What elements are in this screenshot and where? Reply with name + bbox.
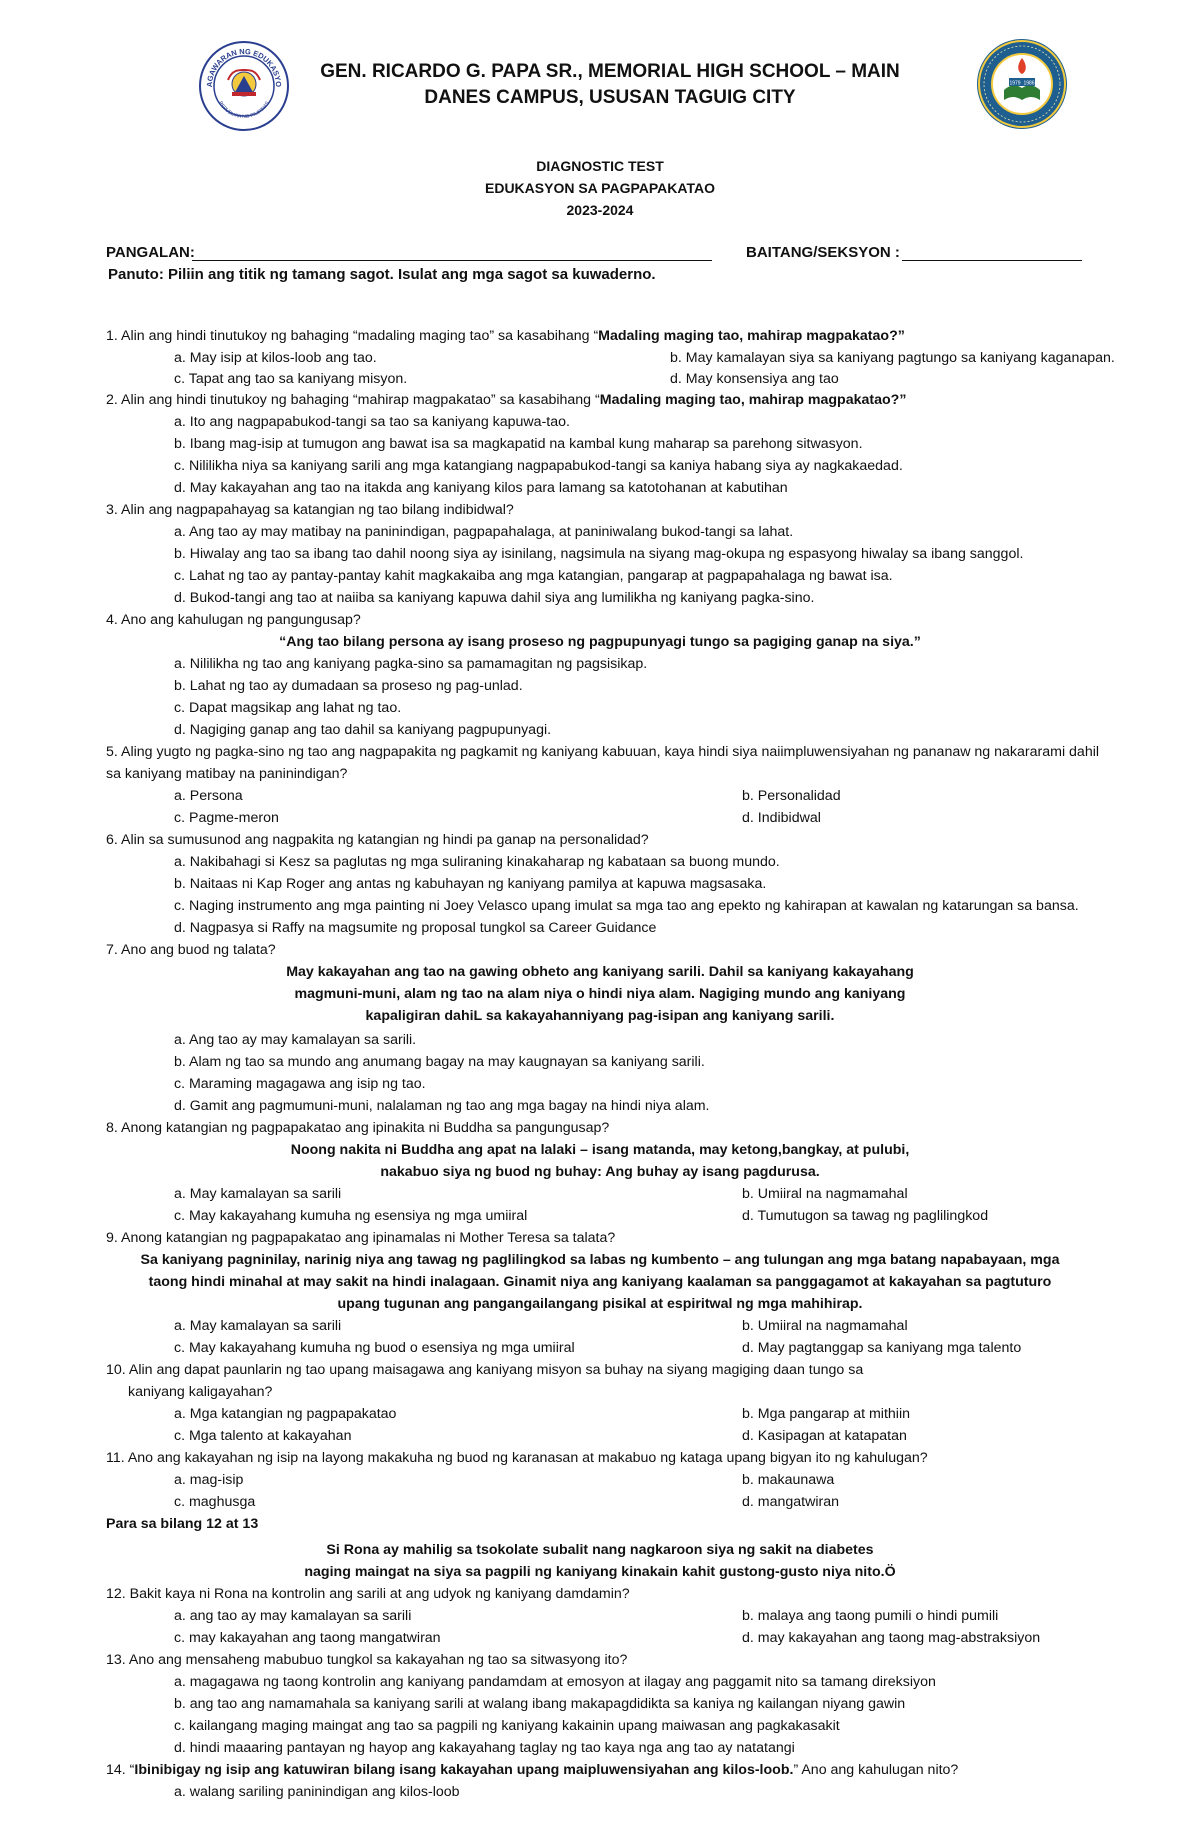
section-label: BAITANG/SEKSYON :: [746, 244, 900, 261]
answer-choice: c. kailangang maging maingat ang tao sa pagpili ng kaniyang kakainin upang maiwasan ang pagkakasakit: [174, 1718, 840, 1734]
answer-choice: c. may kakayahan ang taong mangatwiran: [174, 1630, 441, 1646]
answer-choice: b. makaunawa: [742, 1472, 835, 1488]
school-seal-logo: [976, 38, 1068, 130]
question-text: 4. Ano ang kahulugan ng pangungusap?: [106, 612, 361, 628]
answer-choice: b. malaya ang taong pumili o hindi pumili: [742, 1608, 999, 1624]
answer-choice: d. Bukod-tangi ang tao at naiiba sa kaniyang kapuwa dahil siya ang lumilikha ng kaniyang pagka-sino.: [174, 590, 815, 606]
question-text: 8. Anong katangian ng pagpapakatao ang ipinakita ni Buddha sa pangungusap?: [106, 1120, 610, 1136]
answer-choice: c. Nililikha niya sa kaniyang sarili ang mga katangiang nagpapabukod-tangi sa kaniya habang siya ay nagkakaedad.: [174, 458, 903, 474]
bold-quote: Madaling maging tao, mahirap magpakatao?”: [599, 392, 907, 408]
bold-quote: Madaling maging tao, mahirap magpakatao?”: [598, 328, 905, 344]
answer-choice: c. Naging instrumento ang mga painting ni Joey Velasco upang imulat sa mga tao ang epekto ng kahirapan at kawalan ng katarungan sa bansa.: [174, 898, 1079, 914]
answer-choice: b. ang tao ang namamahala sa kaniyang sarili at walang ibang makapagdidikta sa kaniya ng kailangan niyang gawin: [174, 1696, 906, 1712]
question-text: 9. Anong katangian ng pagpapakatao ang ipinamalas ni Mother Teresa sa talata?: [106, 1230, 616, 1246]
answer-choice: c. Maraming magagawa ang isip ng tao.: [174, 1076, 426, 1092]
school-year: 2023-2024: [566, 202, 634, 218]
quoted-passage-line: naging maingat na siya sa pagpili ng kaniyang kinakain kahit gustong-gusto niya nito.Ö: [304, 1564, 896, 1580]
answer-choice: c. Dapat magsikap ang lahat ng tao.: [174, 700, 402, 716]
svg-text:1979: 1979: [1009, 80, 1021, 87]
answer-choice: a. May kamalayan sa sarili: [174, 1186, 342, 1202]
question-segment: 2. Alin ang hindi tinutukoy ng bahaging “mahirap magpakatao” sa kasabihang “: [106, 392, 600, 408]
question-text: 12. Bakit kaya ni Rona na kontrolin ang sarili at ang udyok ng kaniyang damdamin?: [106, 1586, 630, 1602]
question-text: sa kaniyang matibay na paninindigan?: [106, 766, 348, 782]
answer-choice: d. mangatwiran: [742, 1494, 839, 1510]
answer-choice: d. Indibidwal: [742, 810, 821, 826]
name-label: PANGALAN:: [106, 244, 195, 261]
question-segment: ” Ano ang kahulugan nito?: [793, 1762, 959, 1778]
answer-choice: c. Mga talento at kakayahan: [174, 1428, 352, 1444]
answer-choice: d. May konsensiya ang tao: [670, 371, 839, 387]
answer-choice: a. magagawa ng taong kontrolin ang kaniyang pandamdam at emosyon at ilagay ang paggamit nito sa tamang direksiyon: [174, 1674, 936, 1690]
name-blank-line[interactable]: [192, 260, 712, 261]
section-blank-line[interactable]: [902, 260, 1082, 261]
answer-choice: b. May kamalayan siya sa kaniyang pagtungo sa kaniyang kaganapan.: [670, 350, 1115, 366]
answer-choice: c. maghusga: [174, 1494, 256, 1510]
quoted-passage-line: taong hindi minahal at may sakit na hindi inalagaan. Ginamit niya ang kaniyang kaalaman sa panggagamot at kakayahan sa pagtuturo: [148, 1274, 1052, 1290]
answer-choice: a. May isip at kilos-loob ang tao.: [174, 350, 377, 366]
bold-quote: Ibinibigay ng isip ang katuwiran bilang isang kakayahan upang maipluwensiyahan ang kilos-loob.: [134, 1762, 794, 1778]
answer-choice: d. May kakayahan ang tao na itakda ang kaniyang kilos para lamang sa katotohanan at kabutihan: [174, 480, 788, 496]
answer-choice: d. may kakayahan ang taong mag-abstraksiyon: [742, 1630, 1041, 1646]
answer-choice: b. Mga pangarap at mithiin: [742, 1406, 910, 1422]
test-subject: EDUKASYON SA PAGPAPAKATAO: [485, 180, 715, 196]
answer-choice: b. Naitaas ni Kap Roger ang antas ng kabuhayan ng kaniyang pamilya at kapuwa magsasaka.: [174, 876, 767, 892]
question-text: 5. Aling yugto ng pagka-sino ng tao ang nagpapakita ng pagkamit ng kaniyang kabuuan, kaya hindi siya naiimpluwensiyahan ng pananaw ng nakararami dahil: [106, 744, 1100, 760]
answer-choice: a. ang tao ay may kamalayan sa sarili: [174, 1608, 412, 1624]
answer-choice: b. Hiwalay ang tao sa ibang tao dahil noong siya ay isinilang, nagsimula na siyang mag-okupa ng espasyong hiwalay sa ibang sanggol.: [174, 546, 1024, 562]
answer-choice: a. Nakibahagi si Kesz sa paglutas ng mga suliraning kinakaharap ng kabataan sa buong mundo.: [174, 854, 780, 870]
quoted-passage-line: Sa kaniyang pagninilay, narinig niya ang tawag ng paglilingkod sa labas ng kumbento – ang tulungan ang mga batang napabayaan, mga: [140, 1252, 1060, 1268]
svg-text:KAGAWARAN NG EDUKASYON: AGAWARAN NG EDUKASYO: [204, 46, 284, 88]
answer-choice: d. Nagpasya si Raffy na magsumite ng proposal tungkol sa Career Guidance: [174, 920, 657, 936]
svg-text:1986: 1986: [1023, 80, 1035, 87]
answer-choice: b. Lahat ng tao ay dumadaan sa proseso ng pag-unlad.: [174, 678, 523, 694]
question-text: kaniyang kaligayahan?: [128, 1384, 273, 1400]
test-title: DIAGNOSTIC TEST: [536, 158, 664, 174]
question-text: Para sa bilang 12 at 13: [106, 1516, 259, 1532]
answer-choice: a. Mga katangian ng pagpapakatao: [174, 1406, 397, 1422]
svg-text:REPUBLIKA NG PILIPINAS: REPUBLIKA NG PILIPINAS: [217, 100, 271, 121]
answer-choice: c. May kakayahang kumuha ng buod o esensiya ng mga umiiral: [174, 1340, 575, 1356]
answer-choice: b. Umiiral na nagmamahal: [742, 1186, 908, 1202]
answer-choice: a. walang sariling paninindigan ang kilos-loob: [174, 1784, 460, 1800]
deped-seal-logo: [198, 40, 290, 132]
answer-choice: a. Ito ang nagpapabukod-tangi sa tao sa kaniyang kapuwa-tao.: [174, 414, 570, 430]
question-text: 13. Ano ang mensaheng mabubuo tungkol sa kakayahan ng tao sa sitwasyong ito?: [106, 1652, 628, 1668]
quoted-passage-line: upang tugunan ang pangangailangang pisikal at espiritwal ng mga mahihirap.: [337, 1296, 863, 1312]
answer-choice: a. Ang tao ay may matibay na paninindigan, pagpapahalaga, at paniniwalang bukod-tangi sa lahat.: [174, 524, 794, 540]
question-text: [106, 1760, 958, 1780]
answer-choice: a. Ang tao ay may kamalayan sa sarili.: [174, 1032, 417, 1048]
answer-choice: d. Kasipagan at katapatan: [742, 1428, 907, 1444]
question-text: 3. Alin ang nagpapahayag sa katangian ng tao bilang indibidwal?: [106, 502, 514, 518]
question-text: 10. Alin ang dapat paunlarin ng tao upang maisagawa ang kaniyang misyon sa buhay na siyang magiging daan tungo sa: [106, 1362, 864, 1378]
question-segment: 14. “: [106, 1762, 135, 1778]
question-segment: 1. Alin ang hindi tinutukoy ng bahaging “madaling maging tao” sa kasabihang “: [106, 328, 599, 344]
answer-choice: d. hindi maaaring pantayan ng hayop ang kakayahang taglay ng tao kaya nga ang tao ay natatangi: [174, 1740, 795, 1756]
question-text: 11. Ano ang kakayahan ng isip na layong makakuha ng buod ng karanasan at makabuo ng kataga upang bigyan ito ng kahulugan?: [106, 1450, 928, 1466]
question-text: 6. Alin sa sumusunod ang nagpakita ng katangian ng hindi pa ganap na personalidad?: [106, 832, 649, 848]
quoted-passage-line: kapaligiran dahiL sa kakayahanniyang pag-isipan ang kaniyang sarili.: [365, 1008, 835, 1024]
answer-choice: a. Persona: [174, 788, 243, 804]
answer-choice: d. Tumutugon sa tawag ng paglilingkod: [742, 1208, 989, 1224]
question-text: [106, 326, 905, 346]
answer-choice: c. Pagme-meron: [174, 810, 279, 826]
answer-choice: b. Alam ng tao sa mundo ang anumang bagay na may kaugnayan sa kaniyang sarili.: [174, 1054, 705, 1070]
student-info-row: [106, 244, 1096, 266]
question-text: 7. Ano ang buod ng talata?: [106, 942, 276, 958]
answer-choice: c. Lahat ng tao ay pantay-pantay kahit magkakaiba ang mga katangian, pangarap at pagpapahalaga ng bawat isa.: [174, 568, 893, 584]
quoted-passage-line: Noong nakita ni Buddha ang apat na lalaki – isang matanda, may ketong,bangkay, at pulubi,: [290, 1142, 910, 1158]
quoted-passage-line: Si Rona ay mahilig sa tsokolate subalit nang nagkaroon siya ng sakit na diabetes: [326, 1542, 874, 1558]
school-name-line2: DANES CAMPUS, USUSAN TAGUIG CITY: [424, 87, 796, 108]
answer-choice: c. Tapat ang tao sa kaniyang misyon.: [174, 371, 408, 387]
answer-choice: b. Umiiral na nagmamahal: [742, 1318, 908, 1334]
quoted-passage-line: May kakayahan ang tao na gawing obheto ang kaniyang sarili. Dahil sa kaniyang kakayahang: [286, 964, 914, 980]
school-name-line1: GEN. RICARDO G. PAPA SR., MEMORIAL HIGH SCHOOL – MAIN: [320, 61, 900, 82]
answer-choice: d. May pagtanggap sa kaniyang mga talento: [742, 1340, 1022, 1356]
answer-choice: b. Ibang mag-isip at tumugon ang bawat isa sa magkapatid na kambal kung maharap sa parehong sitwasyon.: [174, 436, 863, 452]
answer-choice: b. Personalidad: [742, 788, 841, 804]
instructions: Panuto: Piliin ang titik ng tamang sagot. Isulat ang mga sagot sa kuwaderno.: [108, 266, 656, 283]
quoted-passage-line: magmuni-muni, alam ng tao na alam niya o hindi niya alam. Nagiging mundo ang kaniyang: [294, 986, 906, 1002]
question-text: [106, 390, 906, 410]
answer-choice: a. mag-isip: [174, 1472, 244, 1488]
quoted-passage-line: “Ang tao bilang persona ay isang proseso ng pagpupunyagi tungo sa pagiging ganap na siya.”: [279, 634, 921, 650]
quoted-passage-line: nakabuo siya ng buod ng buhay: Ang buhay ay isang pagdurusa.: [380, 1164, 820, 1180]
answer-choice: c. May kakayahang kumuha ng esensiya ng mga umiiral: [174, 1208, 528, 1224]
answer-choice: a. May kamalayan sa sarili: [174, 1318, 342, 1334]
answer-choice: d. Nagiging ganap ang tao dahil sa kaniyang pagpupunyagi.: [174, 722, 552, 738]
answer-choice: d. Gamit ang pagmumuni-muni, nalalaman ng tao ang mga bagay na hindi niya alam.: [174, 1098, 710, 1114]
answer-choice: a. Nililikha ng tao ang kaniyang pagka-sino sa pamamagitan ng pagsisikap.: [174, 656, 648, 672]
